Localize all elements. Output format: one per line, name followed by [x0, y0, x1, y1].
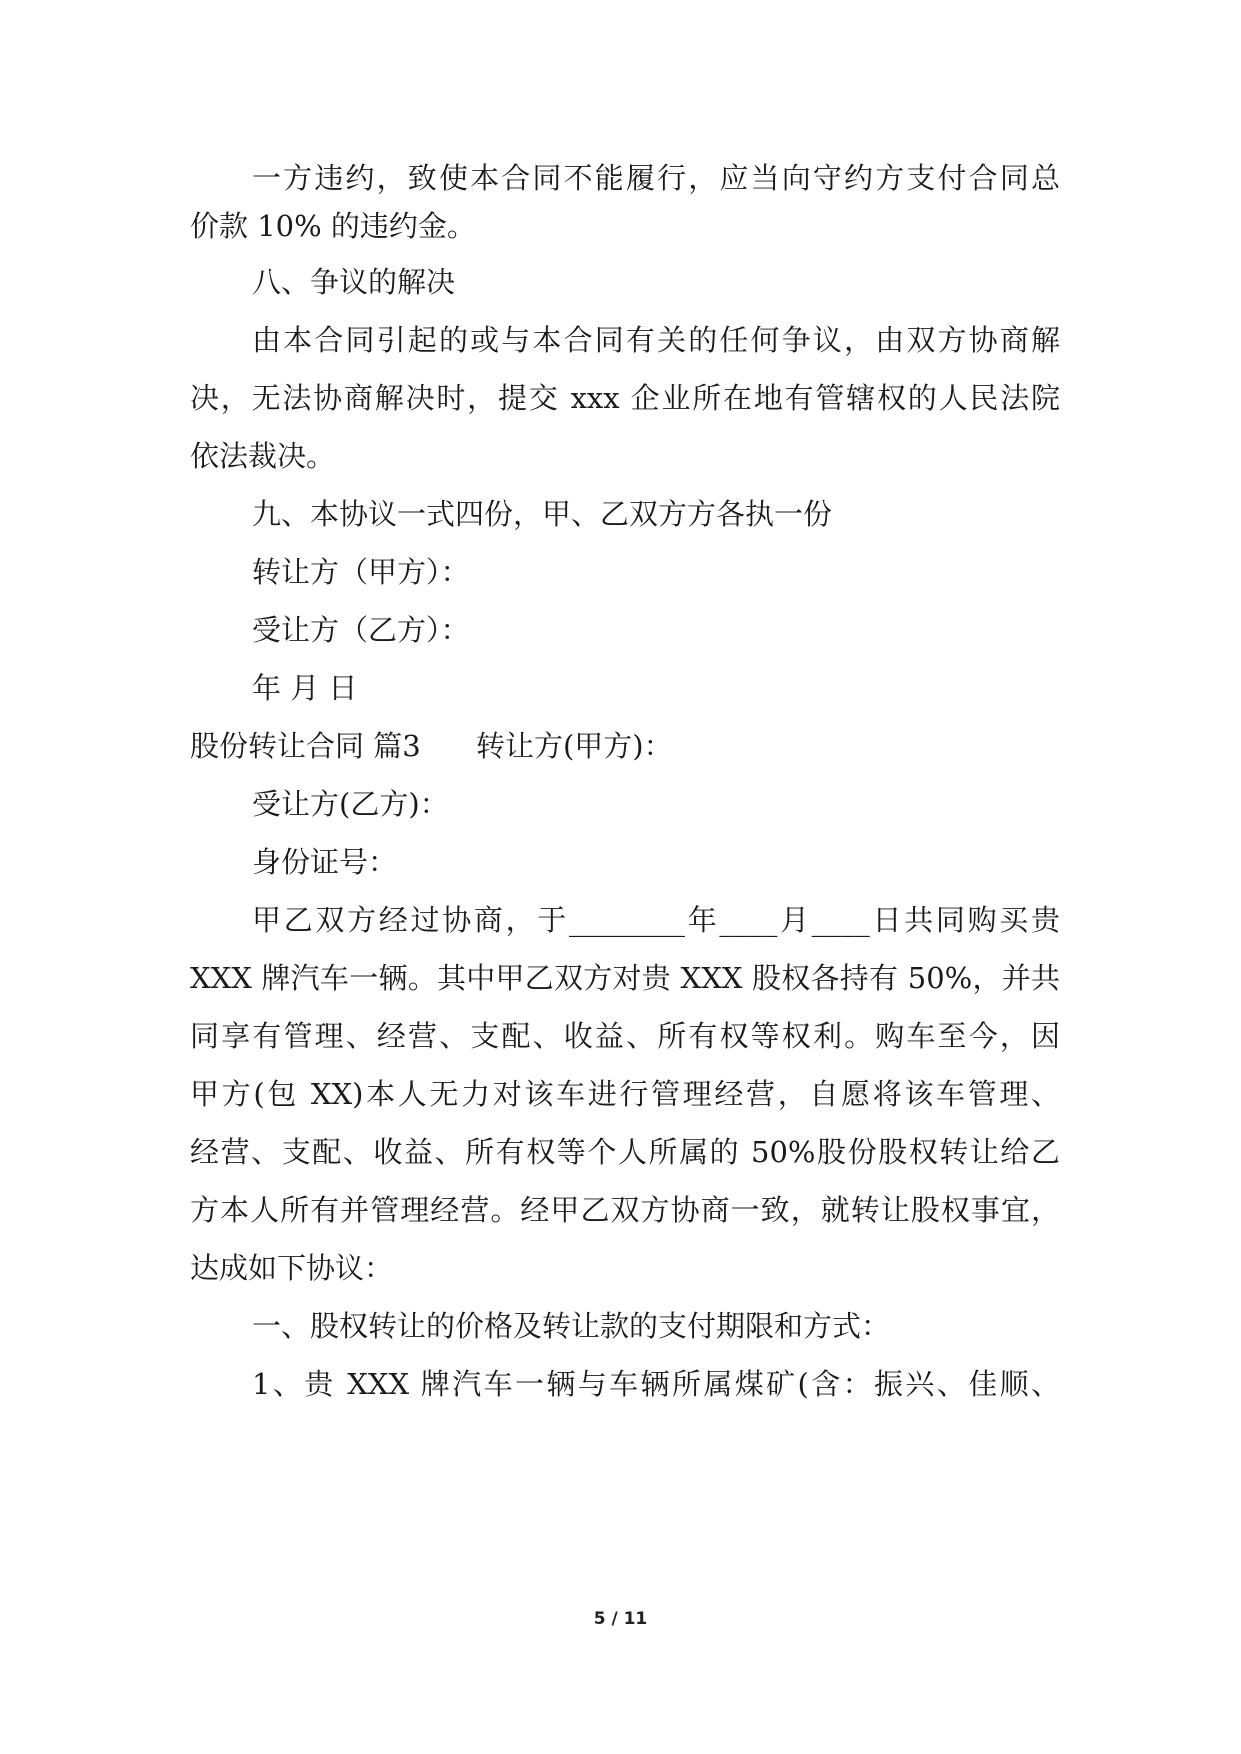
text-line: 经营、支配、收益、所有权等个人所属的 50%股份股权转让给乙	[190, 1135, 1060, 1169]
section-heading: 九、本协议一式四份，甲、乙双方方各执一份	[252, 497, 833, 531]
contract-title-line: 股份转让合同 篇3 转让方(甲方)：	[190, 729, 673, 763]
text-line: 达成如下协议：	[190, 1251, 394, 1285]
text-line: 决，无法协商解决时，提交 xxx 企业所在地有管辖权的人民法院	[190, 381, 1060, 415]
text-line: 同享有管理、经营、支配、收益、所有权等权利。购车至今，因	[190, 1019, 1060, 1053]
section-heading: 八、争议的解决	[252, 265, 456, 299]
page-number: 5 / 11	[593, 1609, 648, 1629]
text-line: XXX 牌汽车一辆。其中甲乙双方对贵 XXX 股权各持有 50%，并共	[190, 961, 1060, 995]
text-line: 甲乙双方经过协商，于________年____月____日共同购买贵	[252, 903, 1060, 937]
id-number-label: 身份证号：	[252, 845, 398, 879]
text-line: 一方违约，致使本合同不能履行，应当向守约方支付合同总	[252, 161, 1060, 195]
signature-label: 转让方（甲方）：	[252, 555, 470, 589]
text-line: 由本合同引起的或与本合同有关的任何争议，由双方协商解	[252, 323, 1060, 357]
text-line: 价款 10% 的违约金。	[190, 209, 476, 243]
date-line: 年 月 日	[252, 671, 358, 705]
text-line: 依法裁决。	[190, 439, 336, 473]
signature-label: 受让方(乙方)：	[252, 787, 449, 821]
text-line: 甲方(包 XX)本人无力对该车进行管理经营，自愿将该车管理、	[190, 1077, 1060, 1111]
signature-label: 受让方（乙方）：	[252, 613, 470, 647]
section-heading: 一、股权转让的价格及转让款的支付期限和方式：	[252, 1309, 891, 1343]
text-line: 方本人所有并管理经营。经甲乙双方协商一致，就转让股权事宜，	[190, 1193, 1060, 1227]
text-line: 1、贵 XXX 牌汽车一辆与车辆所属煤矿(含：振兴、佳顺、	[252, 1367, 1060, 1401]
